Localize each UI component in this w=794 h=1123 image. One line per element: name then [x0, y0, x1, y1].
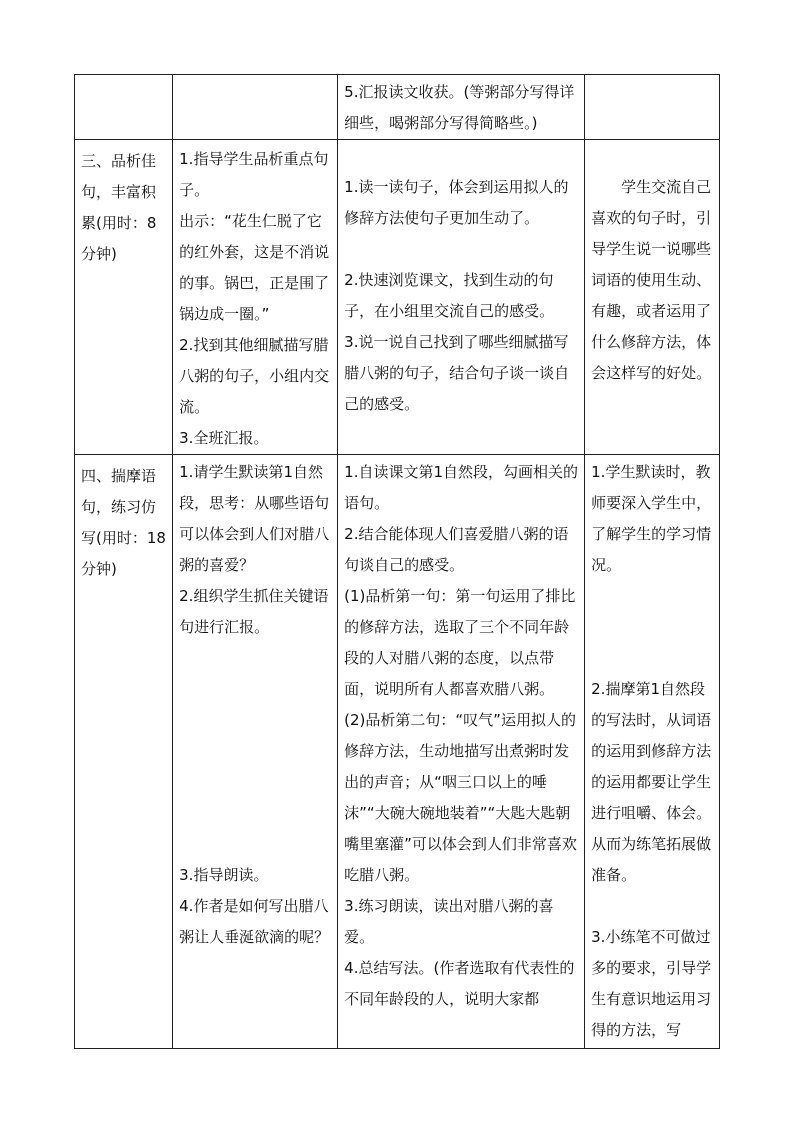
stage-cell — [75, 455, 173, 1049]
teacher-step: 3.全班汇报。 — [179, 429, 269, 447]
student-step: 1.读一读句子，体会到运用拟人的修辞方法使句子更加生动了。 — [344, 178, 569, 227]
student-step: 3.练习朗读，读出对腊八粥的喜爱。 — [344, 897, 554, 946]
student-step: 3.说一说自己找到了哪些细腻描写腊八粥的句子，结合句子谈一谈自己的感受。 — [344, 333, 570, 413]
student-step: 2.快速浏览课文，找到生动的句子，在小组里交流自己的感受。 — [344, 271, 555, 320]
design-notes-cell — [585, 455, 720, 1049]
stage-cell — [75, 75, 173, 140]
teacher-activity-cell — [173, 140, 338, 455]
table-row — [75, 455, 720, 1049]
student-activity-cell — [338, 75, 585, 140]
stage-label: 三、品析佳句，丰富积累(用时：8分钟) — [81, 152, 157, 263]
student-activity-cell — [338, 140, 585, 455]
student-step: 2.结合能体现人们喜爱腊八粥的语句谈自己的感受。 — [344, 525, 569, 574]
lesson-plan-table — [74, 74, 720, 1049]
student-activity-cell — [338, 455, 585, 1049]
teacher-activity-cell — [173, 75, 338, 140]
teacher-step: 出示：“花生仁脱了它的红外套，这是不消说的事。锅巴，正是围了锅边成一圈。” — [179, 212, 330, 323]
student-step: 5.汇报读文收获。(等粥部分写得详细些，喝粥部分写得简略些。) — [344, 83, 575, 132]
student-step: (1)品析第一句：第一句运用了排比的修辞方法，选取了三个不同年龄段的人对腊八粥的态度，以点带面，说明所有人都喜欢腊八粥。 — [344, 587, 576, 698]
design-note: 学生交流自己喜欢的句子时，引导学生说一说哪些词语的使用生动、有趣，或者运用了什么修辞方法，体会这样写的好处。 — [591, 178, 712, 382]
student-step: (2)品析第二句：“叹气”运用拟人的修辞方法，生动地描写出煮粥时发出的声音；从“咽三口以上的唾沫”“大碗大碗地装着”“大匙大匙朝嘴里塞灌”可以体会到人们非常喜欢吃腊八粥。 — [344, 711, 577, 884]
teacher-step: 1.指导学生品析重点句子。 — [179, 150, 329, 199]
stage-label: 四、揣摩语句，练习仿写(用时：18分钟) — [81, 467, 166, 578]
table-row — [75, 75, 720, 140]
teacher-step: 2.组织学生抓住关键语句进行汇报。 — [179, 587, 329, 636]
student-step: 1.自读课文第1自然段，勾画相关的语句。 — [344, 463, 579, 512]
design-notes-cell — [585, 140, 720, 455]
stage-cell — [75, 140, 173, 455]
design-notes-cell — [585, 75, 720, 140]
design-note: 1.学生默读时，教师要深入学生中，了解学生的学习情况。 — [591, 463, 712, 574]
teacher-step: 1.请学生默读第1自然段，思考：从哪些语句可以体会到人们对腊八粥的喜爱？ — [179, 463, 330, 574]
teacher-activity-cell — [173, 455, 338, 1049]
teacher-step: 4.作者是如何写出腊八粥让人垂涎欲滴的呢？ — [179, 897, 330, 946]
student-step: 4.总结写法。(作者选取有代表性的不同年龄段的人，说明大家都 — [344, 959, 575, 1008]
teacher-step: 2.找到其他细腻描写腊八粥的句子，小组内交流。 — [179, 336, 330, 416]
table-row — [75, 140, 720, 455]
teacher-step: 3.指导朗读。 — [179, 866, 269, 884]
design-note: 2.揣摩第1自然段的写法时，从词语的运用到修辞方法的运用都要让学生进行咀嚼、体会。从而为练笔拓展做准备。 — [591, 680, 712, 884]
design-note: 3.小练笔不可做过多的要求，引导学生有意识地运用习得的方法，写 — [591, 928, 712, 1039]
